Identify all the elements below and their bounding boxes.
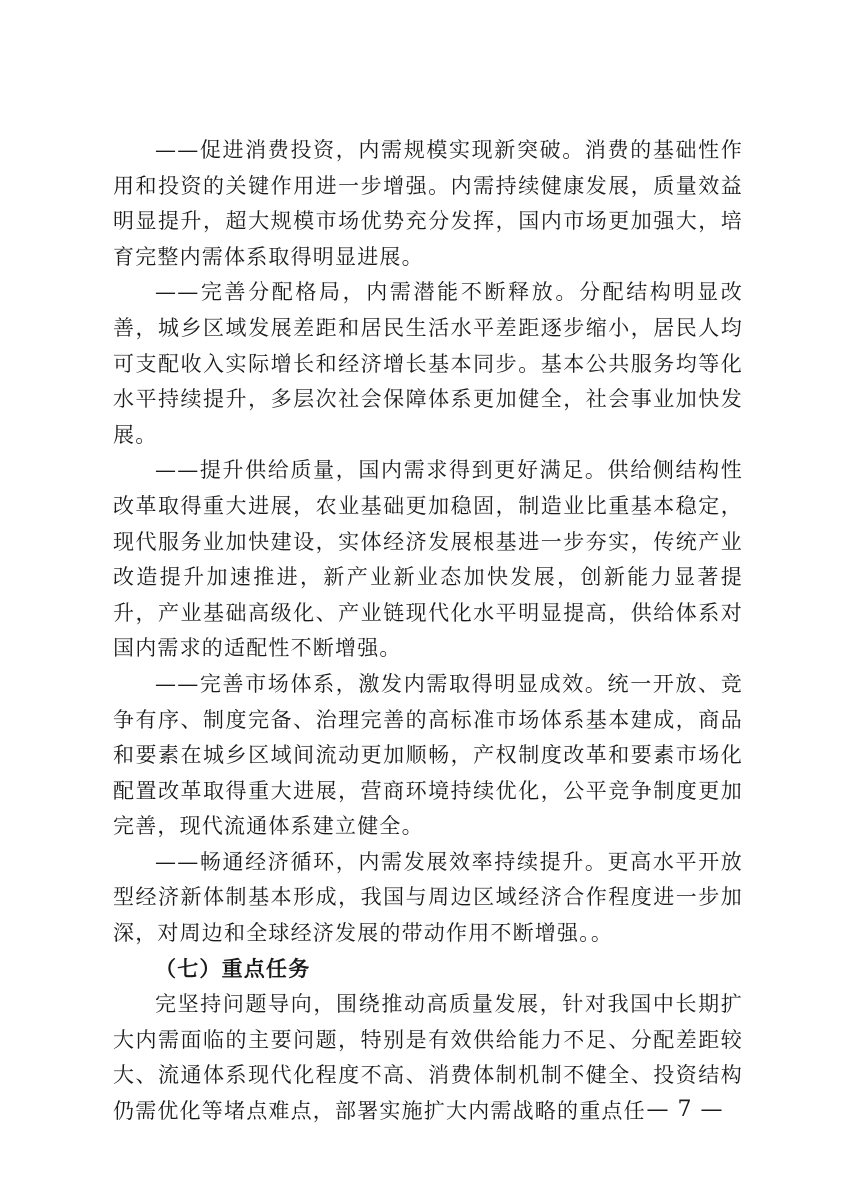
- paragraph-supply-quality: ——提升供给质量，国内需求得到更好满足。供给侧结构性改革取得重大进展，农业基础更加稳固，制造业比重基本稳定，现代服务业加快建设，实体经济发展根基进一步夯实，传统产业改造提升加速推进，新产业新业态加快发展，创新能力显著提升，产业基础高级化、产业链现代化水平明显提高，供给体系对国内需求的适配性不断增强。: [113, 458, 743, 661]
- page-number: — 7 —: [646, 1097, 724, 1122]
- paragraph-market-system: ——完善市场体系，激发内需取得明显成效。统一开放、竞争有序、制度完备、治理完善的高标准市场体系基本建成，商品和要素在城乡区域间流动更加顺畅，产权制度改革和要素市场化配置改革取得重大进展，营商环境持续优化，公平竞争制度更加完善，现代流通体系建立健全。: [113, 671, 743, 839]
- document-body: [113, 133, 743, 1130]
- paragraph-distribution-pattern: ——完善分配格局，内需潜能不断释放。分配结构明显改善，城乡区域发展差距和居民生活水平差距逐步缩小，居民人均可支配收入实际增长和经济增长基本同步。基本公共服务均等化水平持续提升，多层次社会保障体系更加健全，社会事业加快发展。: [113, 280, 743, 447]
- paragraph-economic-circulation: ——畅通经济循环，内需发展效率持续提升。更高水平开放型经济新体制基本形成，我国与周边区域经济合作程度进一步加深，对周边和全球经济发展的带动作用不断增强。。: [113, 849, 743, 946]
- section-heading: （七）重点任务: [155, 956, 311, 981]
- paragraph-key-tasks: 完坚持问题导向，围绕推动高质量发展，针对我国中长期扩大内需面临的主要问题，特别是有效供给能力不足、分配差距较大、流通体系现代化程度不高、消费体制机制不健全、投资结构仍需优化等堵点难点，部署实施扩大内需战略的重点任: [113, 992, 743, 1124]
- paragraph-consumption-investment: ——促进消费投资，内需规模实现新突破。消费的基础性作用和投资的关键作用进一步增强。内需持续健康发展，质量效益明显提升，超大规模市场优势充分发挥，国内市场更加强大，培育完整内需体系取得明显进展。: [113, 138, 743, 269]
